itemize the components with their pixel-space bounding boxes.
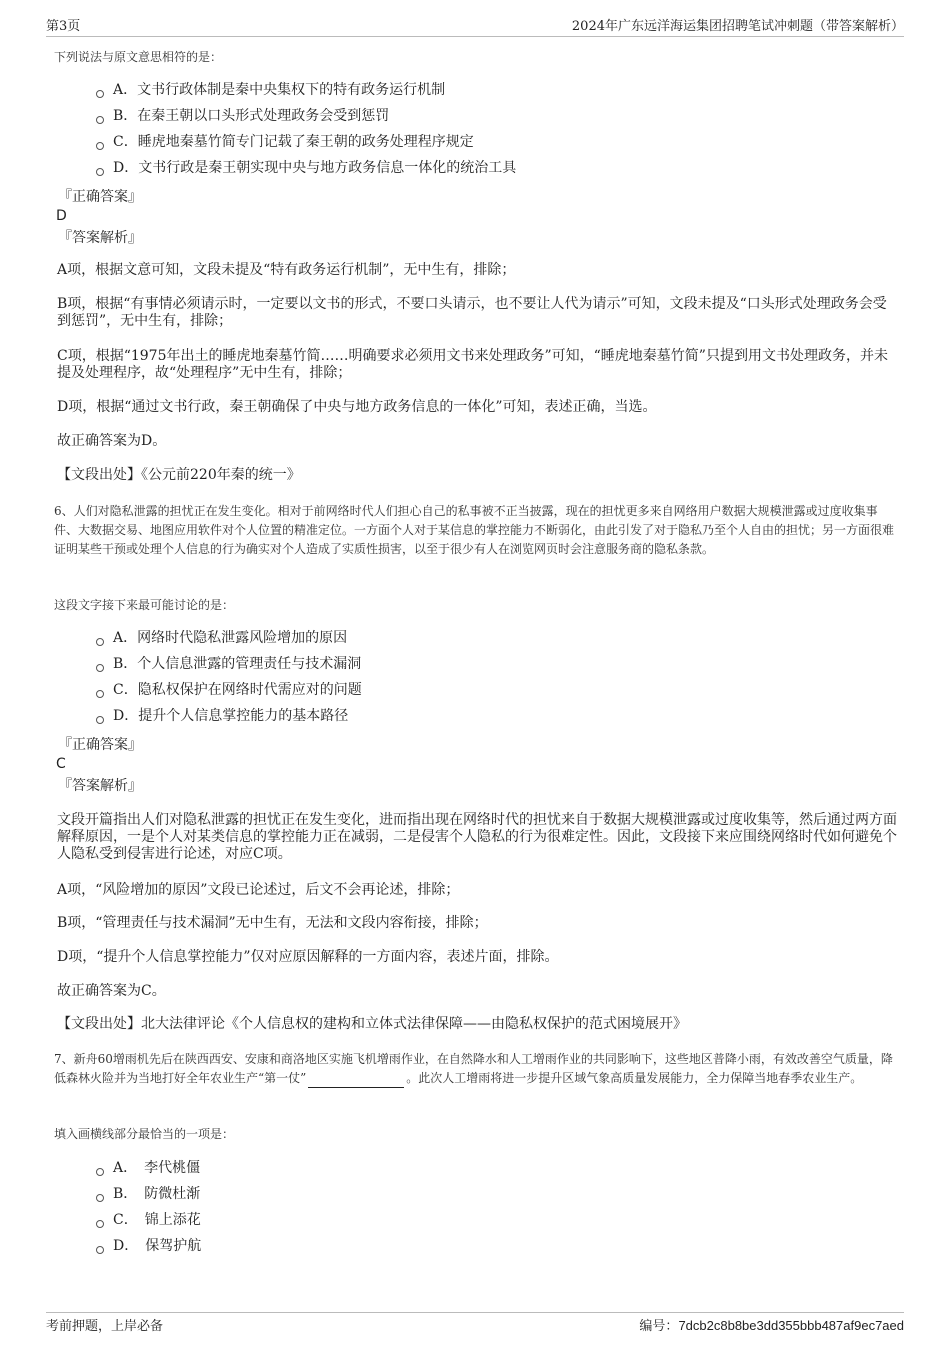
q5-analysis-a: A项，根据文意可知，文段未提及“特有政务运行机制”，无中生有，排除；	[57, 262, 516, 278]
radio-icon[interactable]	[96, 690, 104, 698]
fill-in-blank	[308, 1087, 404, 1088]
q7-option-b[interactable]	[96, 1184, 200, 1204]
q7-option-c[interactable]	[96, 1210, 201, 1230]
q6-source: 【文段出处】北大法律评论《个人信息权的建构和立体式法律保障——由隐私权保护的范式困境展开》	[57, 1016, 687, 1032]
q6-analysis-a: A项，“风险增加的原因”文段已论述过，后文不会再论述，排除；	[57, 882, 460, 898]
q5-answer-label: 『正确答案』	[58, 189, 142, 205]
q5-source: 【文段出处】《公元前220年秦的统一》	[57, 467, 301, 483]
q6-option-a[interactable]	[96, 628, 347, 648]
option-text: D． 保驾护航	[113, 1238, 202, 1254]
q5-option-b[interactable]	[96, 106, 389, 126]
q5-answer: D	[56, 208, 67, 224]
option-text: B． 防微杜渐	[113, 1186, 201, 1202]
page-header	[46, 14, 904, 37]
q7-option-d[interactable]	[96, 1236, 201, 1256]
q6-analysis-label: 『答案解析』	[58, 778, 142, 794]
q6-stem: 这段文字接下来最可能讨论的是：	[54, 598, 235, 612]
q5-option-d[interactable]	[96, 158, 516, 178]
option-text: A．文书行政体制是秦中央集权下的特有政务运行机制	[113, 82, 446, 98]
radio-icon[interactable]	[96, 1168, 104, 1176]
q7-stem: 填入画横线部分最恰当的一项是：	[54, 1127, 235, 1141]
radio-icon[interactable]	[96, 116, 104, 124]
document-title: 2024年广东远洋海运集团招聘笔试冲刺题（带答案解析）	[571, 19, 904, 34]
q7-passage	[54, 1050, 896, 1088]
q6-option-c[interactable]	[96, 680, 362, 700]
radio-icon[interactable]	[96, 142, 104, 150]
option-text: C．隐私权保护在网络时代需应对的问题	[113, 682, 362, 698]
q6-passage: 6、人们对隐私泄露的担忧正在发生变化。相对于前网络时代人们担心自己的私事被不正当披露，现在的担忧更多来自网络用户数据大规模泄露或过度收集事件、大数据交易、地图应用软件对个人位置的精准定位。一方面个人对于某信息的掌控能力不断弱化，由此引发了对于隐私乃至个人自由的担忧；另一方面很难证明某些干预或处理个人信息的行为确实对个人造成了实质性损害，以至于很少有人在浏览网页时会注意服务商的隐私条款。	[54, 504, 895, 556]
radio-icon[interactable]	[96, 664, 104, 672]
radio-icon[interactable]	[96, 1220, 104, 1228]
q7-option-a[interactable]	[96, 1158, 200, 1178]
page-footer	[46, 1312, 904, 1334]
q6-option-b[interactable]	[96, 654, 361, 674]
q5-analysis-b: B项，根据“有事情必须请示时，一定要以文书的形式，不要口头请示，也不要让人代为请示”可知，文段未提及“口头形式处理政务会受到惩罚”，无中生有，排除；	[57, 296, 887, 329]
q6-analysis-b: B项，“管理责任与技术漏洞”无中生有，无法和文段内容衔接，排除；	[57, 915, 488, 931]
q6-analysis-main: 文段开篇指出人们对隐私泄露的担忧正在发生变化，进而指出现在网络时代的担忧来自于数据大规模泄露或过度收集等，然后通过两方面解释原因，一是个人对某类信息的掌控能力正在减弱，二是侵害个人隐私的行为很难定性。因此，文段接下来应围绕网络时代如何避免个人隐私受到侵害进行论述，对应C项。	[57, 812, 897, 862]
footer-code	[639, 1315, 904, 1334]
code-label: 编号：	[639, 1319, 679, 1334]
q7-passage-after: 。此次人工增雨将进一步提升区域气象高质量发展能力，全力保障当地春季农业生产。	[406, 1071, 863, 1085]
option-text: C． 锦上添花	[113, 1212, 201, 1228]
q5-analysis-d: D项，根据“通过文书行政，秦王朝确保了中央与地方政务信息的一体化”可知，表述正确，当选。	[57, 399, 657, 415]
q5-analysis-label: 『答案解析』	[58, 230, 142, 246]
q5-analysis-c: C项，根据“1975年出土的睡虎地秦墓竹简……明确要求必须用文书来处理政务”可知，“睡虎地秦墓竹简”只提到用文书处理政务，并未提及处理程序，故“处理程序”无中生有，排除；	[57, 348, 888, 381]
option-text: A． 李代桃僵	[113, 1160, 201, 1176]
page-number: 第3页	[46, 19, 81, 34]
q5-option-c[interactable]	[96, 132, 474, 152]
radio-icon[interactable]	[96, 716, 104, 724]
option-text: A．网络时代隐私泄露风险增加的原因	[113, 630, 348, 646]
radio-icon[interactable]	[96, 168, 104, 176]
footer-slogan: 考前押题，上岸必备	[46, 1319, 164, 1334]
code-value: 7dcb2c8b8be3dd355bbb487af9ec7aed	[678, 1318, 904, 1333]
option-text: D．文书行政是秦王朝实现中央与地方政务信息一体化的统治工具	[113, 160, 517, 176]
option-text: D．提升个人信息掌控能力的基本路径	[113, 708, 349, 724]
q6-analysis-d: D项，“提升个人信息掌控能力”仅对应原因解释的一方面内容，表述片面，排除。	[57, 949, 559, 965]
q6-conclusion: 故正确答案为C。	[57, 983, 166, 999]
q6-answer: C	[56, 756, 66, 772]
radio-icon[interactable]	[96, 638, 104, 646]
q5-stem: 下列说法与原文意思相符的是：	[54, 50, 223, 64]
q7-passage-before: 7、新舟60增雨机先后在陕西西安、安康和商洛地区实施飞机增雨作业，在自然降水和人工增雨作业的共同影响下，这些地区普降小雨，有效改善空气质量，降低森林火险并为当地打好全年农业生产“第一仗”	[54, 1052, 893, 1085]
option-text: B．在秦王朝以口头形式处理政务会受到惩罚	[113, 108, 390, 124]
radio-icon[interactable]	[96, 1246, 104, 1254]
q5-option-a[interactable]	[96, 80, 445, 100]
q5-conclusion: 故正确答案为D。	[57, 433, 167, 449]
option-text: B．个人信息泄露的管理责任与技术漏洞	[113, 656, 362, 672]
q6-option-d[interactable]	[96, 706, 348, 726]
option-text: C．睡虎地秦墓竹简专门记载了秦王朝的政务处理程序规定	[113, 134, 474, 150]
q6-answer-label: 『正确答案』	[58, 737, 142, 753]
radio-icon[interactable]	[96, 1194, 104, 1202]
radio-icon[interactable]	[96, 90, 104, 98]
